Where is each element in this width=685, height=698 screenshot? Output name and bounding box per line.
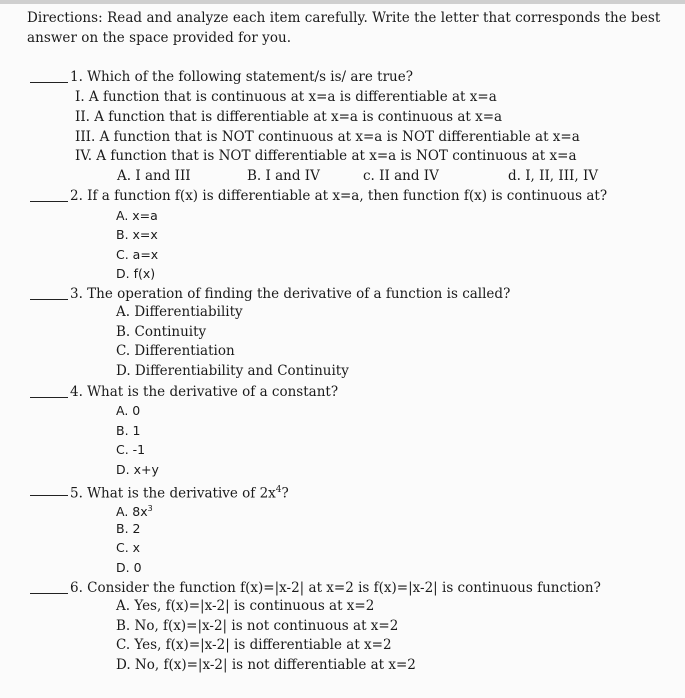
q4-choice-b: B. 1 (116, 423, 141, 438)
question-3-text: 3. The operation of finding the derivative of a function is called? (70, 286, 511, 302)
q4-choice-d: D. x+y (116, 462, 159, 477)
question-1-text: 1. Which of the following statement/s is/ are true? (70, 69, 413, 85)
answer-blank-5[interactable] (30, 495, 68, 496)
q1-choice-d: d. I, II, III, IV (508, 168, 599, 184)
q1-choice-c: c. II and IV (363, 168, 439, 184)
q2-choice-c: C. a=x (116, 247, 159, 262)
question-6-text: 6. Consider the function f(x)=|x-2| at x=2 is f(x)=|x-2| is continuous function? (70, 580, 601, 596)
q4-choice-c: C. -1 (116, 442, 146, 457)
q1-statement-2: II. A function that is differentiable at x=a is continuous at x=a (75, 109, 503, 125)
q3-choice-c: C. Differentiation (116, 343, 235, 359)
top-border (0, 0, 685, 4)
q2-choice-b: B. x=x (116, 227, 158, 242)
question-5 (0, 480, 685, 500)
answer-blank-1[interactable] (30, 82, 68, 83)
q5-choice-b: B. 2 (116, 521, 141, 536)
q6-choice-a: A. Yes, f(x)=|x-2| is continuous at x=2 (116, 598, 375, 614)
q5-choice-c: C. x (116, 540, 141, 555)
question-6 (0, 578, 685, 598)
q1-statement-4: IV. A function that is NOT differentiable at x=a is NOT continuous at x=a (75, 148, 577, 164)
directions-text: Directions: Read and analyze each item carefully. Write the letter that corresponds the best answer on the space provided for you. (27, 10, 661, 46)
q5-choice-d: D. 0 (116, 560, 142, 575)
question-2-text: 2. If a function f(x) is differentiable at x=a, then function f(x) is continuous at? (70, 188, 608, 204)
q1-choice-a: A. I and III (117, 168, 191, 184)
q3-choice-b: B. Continuity (116, 324, 207, 340)
question-4-text: 4. What is the derivative of a constant? (70, 384, 339, 400)
q2-choice-d: D. f(x) (116, 266, 156, 281)
question-3 (0, 284, 685, 304)
question-4 (0, 382, 685, 402)
q3-choice-d: D. Differentiability and Continuity (116, 363, 349, 379)
q4-choice-a: A. 0 (116, 403, 141, 418)
answer-blank-4[interactable] (30, 397, 68, 398)
q6-choice-c: C. Yes, f(x)=|x-2| is differentiable at x=2 (116, 637, 392, 653)
q3-choice-a: A. Differentiability (116, 304, 243, 320)
q6-choice-d: D. No, f(x)=|x-2| is not differentiable at x=2 (116, 657, 416, 673)
question-2 (0, 186, 685, 206)
q1-choice-b: B. I and IV (247, 168, 320, 184)
q2-choice-a: A. x=a (116, 208, 158, 223)
q6-choice-b: B. No, f(x)=|x-2| is not continuous at x=2 (116, 618, 399, 634)
q5-choice-a: A. $8x^3$ (116, 504, 153, 520)
question-1 (0, 67, 685, 87)
q1-statement-3: III. A function that is NOT continuous at x=a is NOT differentiable at x=a (75, 129, 580, 145)
question-5-text: 5. What is the derivative of $2x^4$? (70, 485, 289, 502)
answer-blank-2[interactable] (30, 201, 68, 202)
answer-blank-6[interactable] (30, 593, 68, 594)
answer-blank-3[interactable] (30, 299, 68, 300)
q1-statement-1: I. A function that is continuous at x=a is differentiable at x=a (75, 89, 497, 105)
